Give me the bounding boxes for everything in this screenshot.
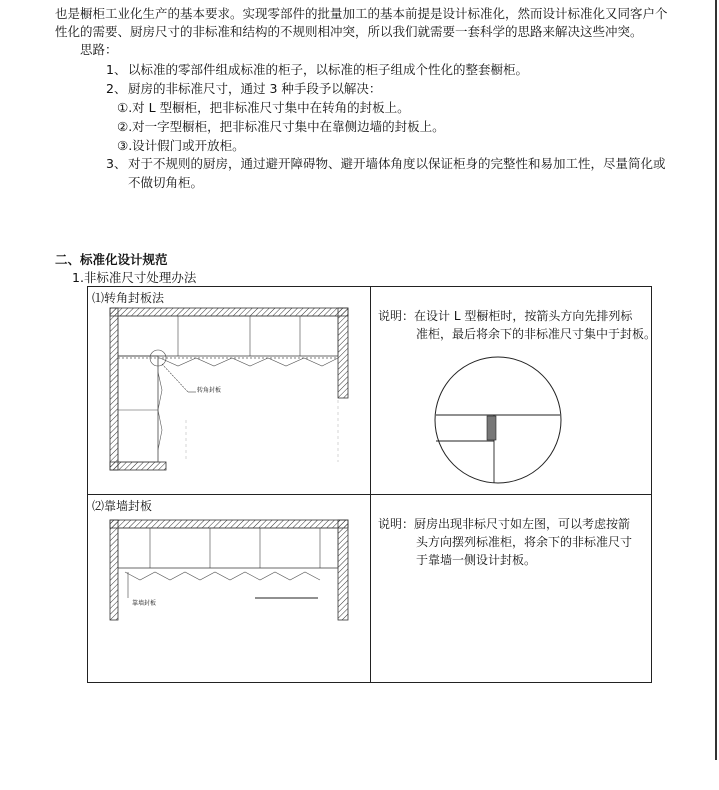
idea-3-text: 对于不规则的厨房，通过避开障碍物、避开墙体角度以保证柜身的完整性和易加工性，尽量简化或 [128,156,666,171]
idea-3-num: 3、 [106,156,127,171]
idea-2-method-1: ①.对 L 型橱柜，把非标准尺寸集中在转角的封板上。 [117,100,410,115]
idea-2-text: 厨房的非标准尺寸，通过 3 种手段予以解决： [128,81,382,96]
corner-note-line-2: 准柜，最后将余下的非标准尺寸集中于封板。 [416,327,657,341]
wall-note-line-3: 于靠墙一侧设计封板。 [416,553,537,567]
wall-note-line-2: 头方向摆列标准柜，将余下的非标准尺寸 [416,535,633,549]
idea-2-method-2: ②.对一字型橱柜，把非标准尺寸集中在靠侧边墙的封板上。 [117,119,445,134]
wall-panel-title: ⑵靠墙封板 [92,499,153,513]
idea-2-method-3: ③.设计假门或开放柜。 [117,138,245,153]
intro-line-2: 性化的需要、厨房尺寸的非标准和结构的不规则相冲突，所以我们就需要一套科学的思路来解决这些冲突。 [55,24,643,39]
idea-2-num: 2、 [106,81,127,96]
corner-panel-title: ⑴转角封板法 [92,291,165,305]
wall-note-line-1: 说明：厨房出现非标尺寸如左图，可以考虑按箭 [378,517,631,531]
corner-panel-label: 转角封板 [197,387,222,394]
wall-panel-label: 靠墙封板 [132,600,157,607]
idea-1-text: 以标准的零部件组成标准的柜子，以标准的柜子组成个性化的整套橱柜。 [128,62,529,77]
corner-note-line-1: 说明：在设计 L 型橱柜时，按箭头方向先排列标 [378,309,633,323]
section-subheading: 1.非标准尺寸处理办法 [72,270,197,285]
idea-1-num: 1、 [106,62,127,77]
idea-3-text-cont: 不做切角柜。 [128,175,204,190]
ideas-label: 思路： [80,42,118,57]
intro-line-1: 也是橱柜工业化生产的基本要求。实现零部件的批量加工的基本前提是设计标准化，然而设计标准化又同客户个 [55,6,668,21]
section-heading: 二、标准化设计规范 [55,252,168,267]
